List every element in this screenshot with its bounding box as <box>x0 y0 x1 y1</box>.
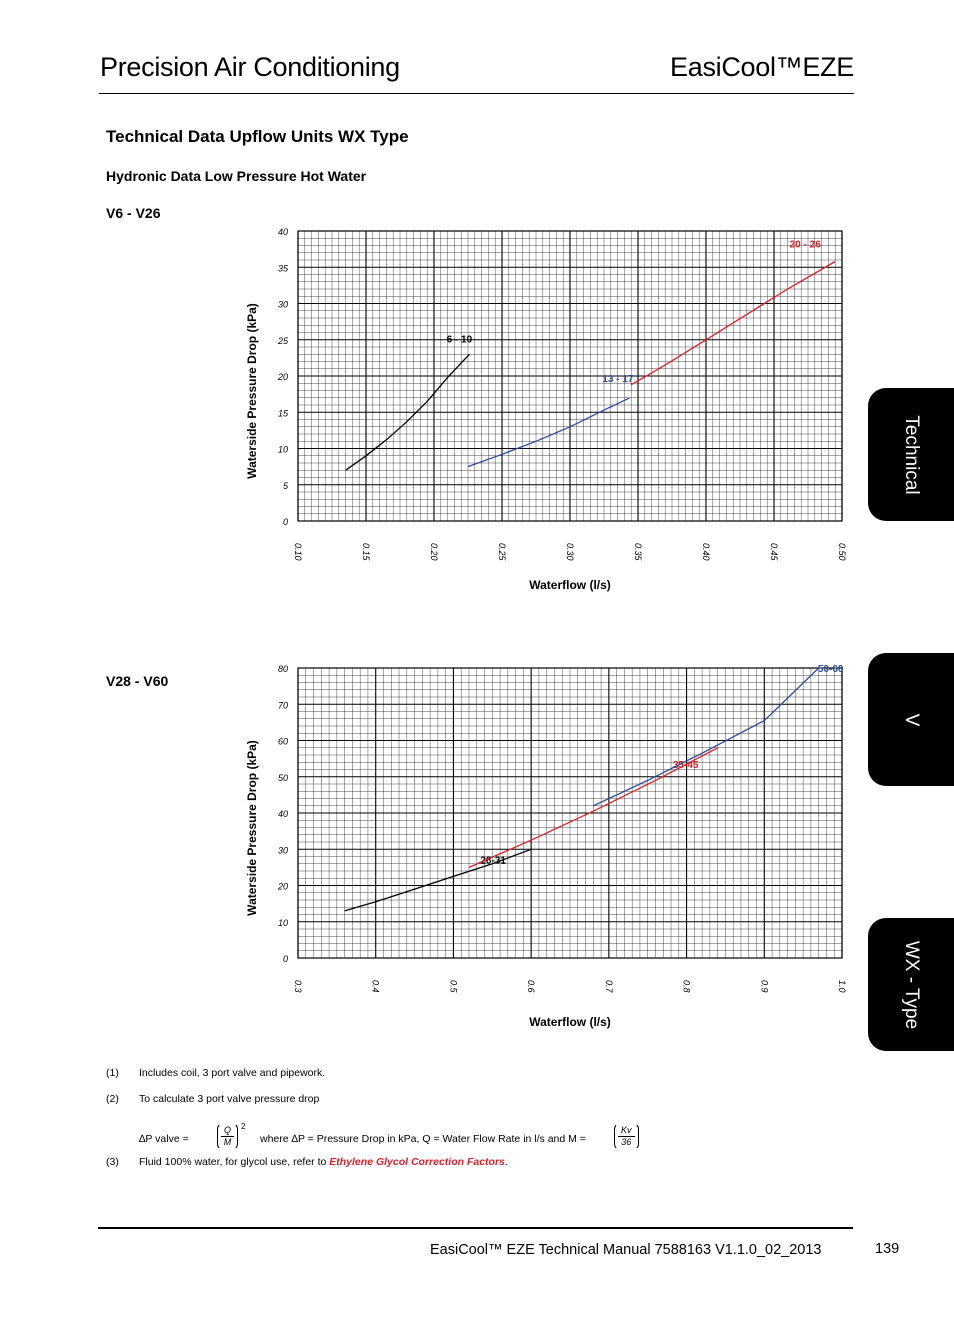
footer-rule <box>98 1227 853 1229</box>
tab-technical[interactable] <box>868 388 954 521</box>
x-tick-label: 0.10 <box>293 543 303 561</box>
header-right-title: EasiCool™EZE <box>670 52 854 82</box>
y-tick-label: 20 <box>277 372 288 382</box>
x-tick-label: 1.0 <box>837 980 847 993</box>
chart2-heading: V28 - V60 <box>106 673 169 689</box>
y-tick-label: 10 <box>277 444 288 455</box>
series-label: 35-45 <box>672 759 699 771</box>
note-2-number: (2) <box>106 1093 119 1105</box>
x-tick-label: 0.30 <box>565 543 575 561</box>
header-rule <box>99 93 854 94</box>
y-tick-label: 0 <box>282 954 288 964</box>
y-tick-label: 15 <box>277 408 288 419</box>
x-tick-label: 0.45 <box>769 543 779 561</box>
grid <box>298 231 842 521</box>
y-tick-label: 30 <box>277 299 288 310</box>
series-label: 20 - 26 <box>789 239 821 251</box>
glycol-correction-link[interactable]: Ethylene Glycol Correction Factors <box>329 1156 505 1168</box>
frac-36: 36 <box>621 1137 632 1147</box>
section-title: Technical Data Upflow Units WX Type <box>106 127 409 146</box>
y-axis-label: Waterside Pressure Drop (kPa) <box>245 740 259 916</box>
series-label: 28-31 <box>480 855 506 867</box>
note-3-text: Fluid 100% water, for glycol use, refer to <box>139 1156 327 1168</box>
x-axis-label: Waterflow (l/s) <box>529 578 611 592</box>
series-label: 50-60 <box>817 664 844 675</box>
x-tick-label: 0.40 <box>701 543 711 561</box>
y-tick-label: 10 <box>277 917 288 928</box>
subsection-title: Hydronic Data Low Pressure Hot Water <box>106 168 367 184</box>
formula-exponent: 2 <box>241 1122 246 1131</box>
y-tick-label: 40 <box>277 809 288 819</box>
note-1-text: Includes coil, 3 port valve and pipework. <box>139 1067 326 1079</box>
chart-v28-v60 <box>230 652 860 1037</box>
x-tick-label: 0.5 <box>448 980 459 993</box>
formula-fraction-kv36 <box>614 1123 639 1150</box>
x-tick-label: 0.4 <box>370 980 381 993</box>
frac-kv: Kv <box>618 1125 635 1137</box>
x-axis-label: Waterflow (l/s) <box>529 1015 611 1029</box>
series-line-1 <box>468 398 630 467</box>
y-tick-label: 70 <box>277 700 288 711</box>
y-tick-label: 35 <box>277 263 288 274</box>
x-tick-label: 0.3 <box>293 980 303 993</box>
x-tick-label: 0.20 <box>429 543 439 561</box>
series-label: 6 - 10 <box>446 334 473 346</box>
y-tick-label: 20 <box>277 881 288 892</box>
note-3 <box>139 1156 508 1168</box>
footer-text: EasiCool™ EZE Technical Manual 7588163 V1.1.0_02_2013 <box>430 1242 822 1258</box>
y-tick-label: 30 <box>277 845 288 856</box>
tab-v-label: V <box>901 713 922 726</box>
frac-m: M <box>223 1137 232 1147</box>
grid <box>298 668 842 958</box>
x-tick-label: 0.8 <box>681 980 692 993</box>
formula-where: where ∆P = Pressure Drop in kPa, Q = Water Flow Rate in l/s and M = <box>260 1133 586 1145</box>
y-axis-label: Waterside Pressure Drop (kPa) <box>245 303 259 479</box>
x-tick-label: 0.25 <box>497 543 507 561</box>
header-left-title: Precision Air Conditioning <box>100 52 400 82</box>
note-3-number: (3) <box>106 1156 119 1168</box>
note-2-text: To calculate 3 port valve pressure drop <box>139 1093 320 1105</box>
frac-q: Q <box>221 1125 234 1137</box>
y-tick-label: 40 <box>277 227 288 237</box>
formula-fraction-qm <box>217 1122 246 1150</box>
chart1-heading: V6 - V26 <box>106 205 161 221</box>
tab-wx-type[interactable] <box>868 918 954 1051</box>
y-tick-label: 0 <box>282 517 288 527</box>
y-tick-label: 50 <box>277 772 288 783</box>
y-tick-label: 80 <box>277 664 288 674</box>
tab-v[interactable] <box>868 653 954 786</box>
x-tick-label: 0.50 <box>837 543 847 561</box>
series-line-2 <box>593 668 818 806</box>
series-label: 13 - 17 <box>602 373 634 385</box>
note-1-number: (1) <box>106 1067 119 1079</box>
x-tick-label: 0.7 <box>603 980 614 993</box>
formula-lhs: ∆P valve = <box>139 1133 189 1145</box>
note-3-end: . <box>504 1156 508 1168</box>
page-number: 139 <box>875 1241 900 1257</box>
tab-technical-label: Technical <box>901 414 922 495</box>
x-tick-label: 0.15 <box>361 543 371 561</box>
y-tick-label: 60 <box>277 736 288 747</box>
chart-v6-v26 <box>230 215 860 600</box>
x-tick-label: 0.35 <box>633 543 643 561</box>
y-tick-label: 25 <box>277 335 288 346</box>
y-tick-label: 5 <box>282 480 288 491</box>
x-tick-label: 0.6 <box>526 980 537 993</box>
x-tick-label: 0.9 <box>759 980 770 993</box>
tab-wx-type-label: WX - Type <box>901 940 922 1029</box>
